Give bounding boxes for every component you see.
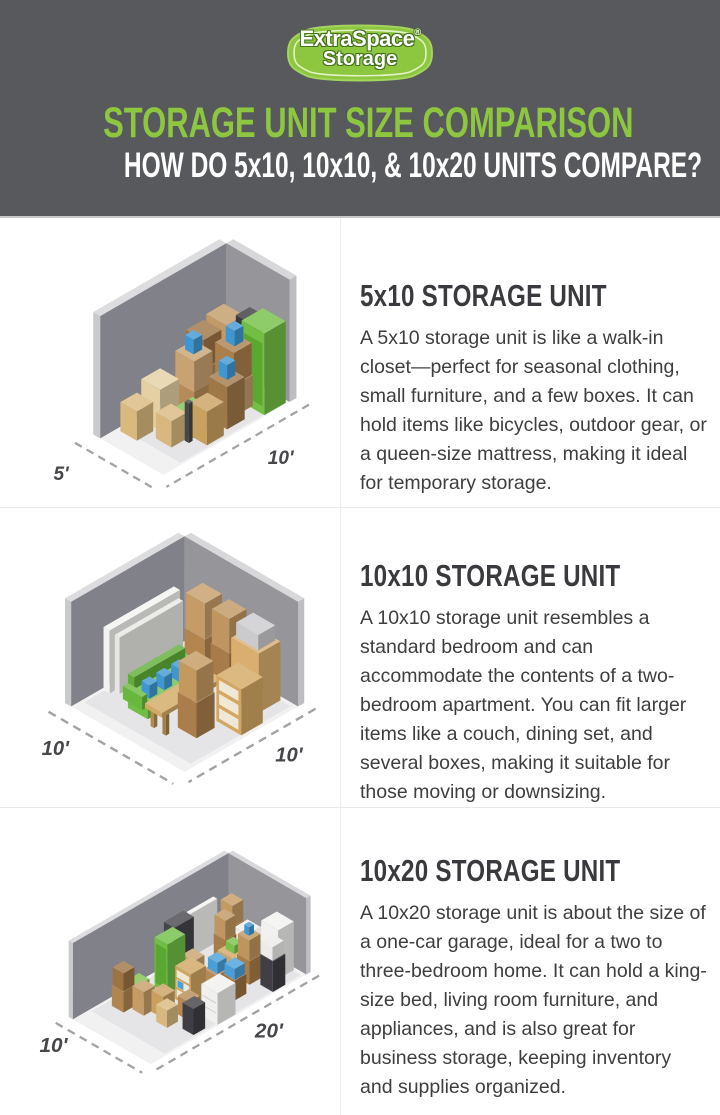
logo-line1: ExtraSpace	[299, 26, 415, 51]
section-body-10x20: A 10x20 storage unit is about the size of a one-car garage, ideal for a two to three-bedroom home. It can hold a king-size bed, living room furniture, and appliances, and is also great for business storage, keeping inventory and supplies organized.	[360, 902, 707, 1098]
text-cell-10x20	[341, 808, 720, 1115]
section-body-5x10: A 5x10 storage unit is like a walk-in closet—perfect for seasonal clothing, small furniture, and a few boxes. It can hold items like bicycles, outdoor gear, or a queen-size mattress, making it ideal for temporary storage.	[360, 327, 707, 494]
text-cell-5x10	[341, 218, 720, 507]
section-heading-10x20: 10x20 STORAGE UNIT	[360, 853, 621, 888]
header-banner	[0, 0, 720, 218]
dimension-label-left: 10'	[41, 737, 69, 760]
dimension-label-left: 10'	[39, 1034, 68, 1058]
storage-unit-10x10-illustration	[12, 520, 331, 799]
content-area	[0, 218, 720, 1115]
storage-unit-5x10-illustration	[12, 230, 331, 499]
illustration-cell-10x10	[0, 508, 341, 807]
text-cell-10x10	[341, 508, 720, 807]
storage-unit-10x20-illustration	[12, 820, 331, 1107]
dimension-label-right: 20'	[254, 1019, 283, 1043]
illustration-cell-5x10	[0, 218, 341, 507]
extraspace-storage-logo	[282, 20, 438, 86]
dimension-label-right: 10'	[275, 744, 303, 767]
vertical-divider	[340, 218, 341, 1115]
dimension-label-right: 10'	[267, 448, 294, 470]
page-subtitle: HOW DO 5x10, 10x10, & 10x20 UNITS COMPARE?	[123, 146, 703, 185]
logo-line2: Storage	[322, 48, 398, 70]
section-10x10	[0, 507, 720, 807]
trademark-symbol: ®	[414, 27, 421, 37]
section-heading-10x10: 10x10 STORAGE UNIT	[360, 558, 621, 593]
logo-text	[282, 20, 438, 69]
section-10x20	[0, 807, 720, 1115]
section-body-10x10: A 10x10 storage unit resembles a standard bedroom and can accommodate the contents of a two-bedroom apartment. You can fit larger items like a couch, dining set, and several boxes, making it suitable for those moving or downsizing.	[360, 607, 687, 803]
illustration-cell-10x20	[0, 808, 341, 1115]
page-title: STORAGE UNIT SIZE COMPARISON	[103, 99, 634, 147]
section-5x10	[0, 218, 720, 507]
dimension-label-left: 5'	[53, 464, 69, 486]
section-heading-5x10: 5x10 STORAGE UNIT	[360, 278, 607, 313]
